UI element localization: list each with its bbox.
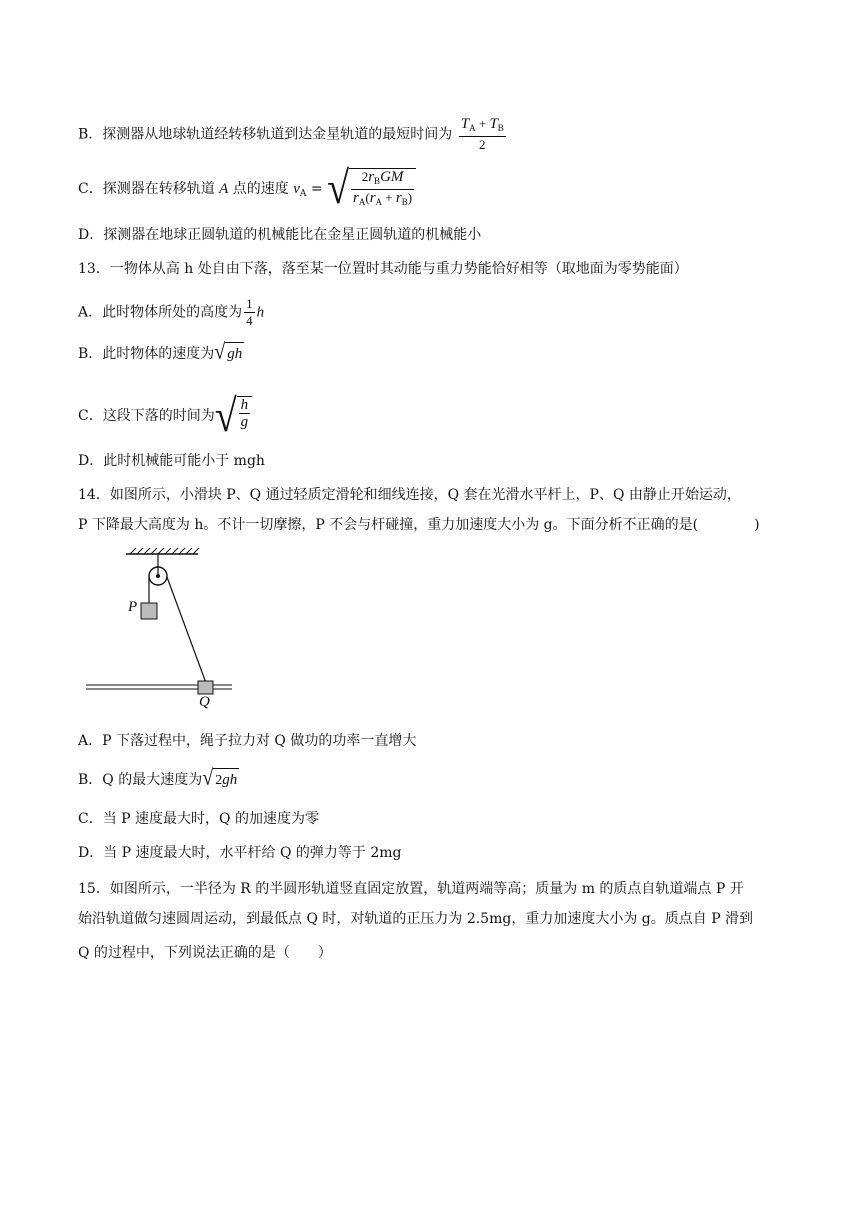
q13-option-a-text: A．此时物体所处的高度为 [78, 304, 243, 321]
option-b-text: 探测器从地球轨道经转移轨道到达金星轨道的最短时间为 [102, 126, 453, 143]
q14-option-b: B．Q 的最大速度为√ 2gh [78, 765, 238, 791]
option-b-label: B． [78, 126, 103, 143]
option-c-text: 探测器在转移轨道 [102, 181, 220, 197]
option-b [78, 116, 508, 153]
velocity-formula: √ $\frac{2r_BGM}{r_A(r_A + r_B)}$ [327, 168, 416, 210]
q14-option-a: A．P 下落过程中，绳子拉力对 Q 做功的功率一直增大 [78, 733, 417, 749]
label-q: Q [199, 694, 210, 710]
option-c-label: C． [78, 181, 103, 197]
option-c-text2: 点的速度 [228, 181, 294, 197]
q13-stem: 13．一物体从高 h 处自由下落，落至某一位置时其动能与重力势能恰好相等（取地面为零势能面） [78, 261, 688, 277]
pulley-figure [80, 546, 250, 716]
q15-line2: 始沿轨道做匀速圆周运动，到最低点 Q 时，对轨道的正压力为 2.5mg，重力加速度大小为 g。质点自 P 滑到 [78, 911, 754, 927]
option-d [78, 224, 481, 246]
q13-option-c-text: C．这段下落的时间为 [78, 408, 215, 424]
q14-option-c: C．当 P 速度最大时，Q 的加速度为零 [78, 811, 319, 827]
option-c-point: A [219, 181, 229, 197]
time-fraction: $\frac{T_A + T_B}{2}$ [460, 116, 504, 152]
q13-option-b: B．此时物体的速度为√ gh [78, 339, 243, 365]
option-c: C．探测器在转移轨道 A 点的速度 $v_A$ = √ $\frac{2r_BGM}{r_A(r_A + r_B)}$ [78, 168, 416, 210]
q14-stem-line1: 14．如图所示，小滑块 P、Q 通过轻质定滑轮和细线连接，Q 套在光滑水平杆上，P、Q 由静止开始运动， [78, 487, 741, 503]
q14-stem-line2: P 下降最大高度为 h。不计一切摩擦，P 不会与杆碰撞，重力加速度大小为 g。下面分析不正确的是( ) [78, 517, 760, 533]
option-d-label: D． [78, 227, 104, 243]
q13-option-c: C．这段下落的时间为√ $\frac{h}{g}$ [78, 396, 252, 436]
label-p: P [128, 599, 138, 615]
option-d-text: 探测器在地球正圆轨道的机械能比在金星正圆轨道的机械能小 [103, 227, 482, 243]
q15-line1: 15．如图所示，一半径为 R 的半圆形轨道竖直固定放置，轨道两端等高；质量为 m 的质点自轨道端点 P 开 [78, 881, 744, 897]
q15-line3: Q 的过程中，下列说法正确的是（ ） [78, 945, 332, 961]
q14-option-d: D．当 P 速度最大时，水平杆给 Q 的弹力等于 2mg [78, 845, 402, 861]
q13-option-d: D．此时机械能可能小于 mgh [78, 453, 265, 469]
q13-option-a: A．此时物体所处的高度为 $\frac{1}{4}$ h [78, 296, 265, 328]
q14-option-b-text: B．Q 的最大速度为 [78, 772, 203, 788]
q13-option-b-text: B．此时物体的速度为 [78, 346, 215, 362]
